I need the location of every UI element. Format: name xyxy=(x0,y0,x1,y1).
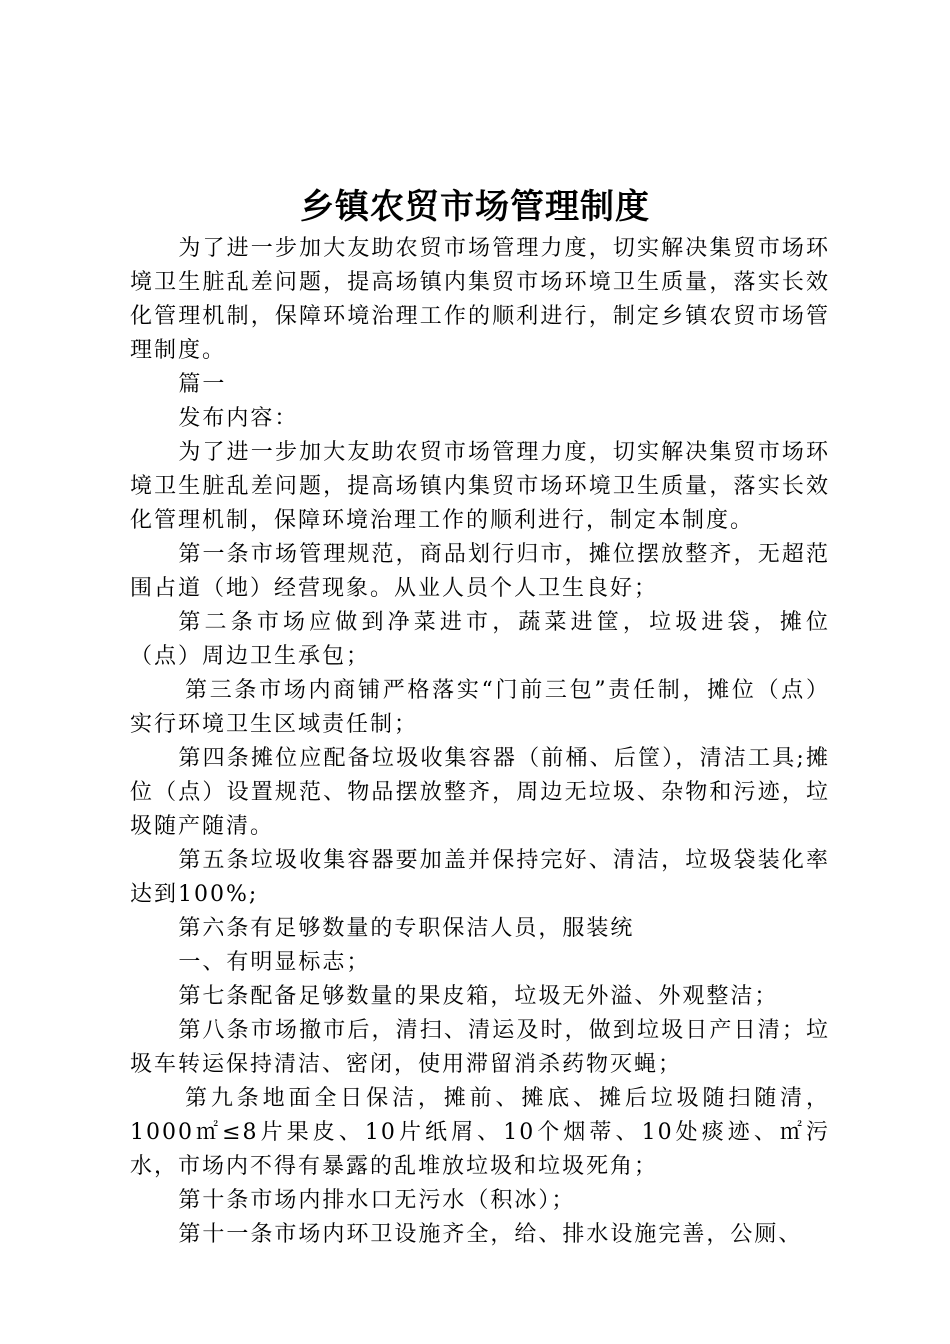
article-4: 第四条摊位应配备垃圾收集容器（前桶、后筐），清洁工具;摊位（点）设置规范、物品摆放整齐，周边无垃圾、杂物和污迹，垃圾随产随清。 xyxy=(130,746,830,839)
article-1: 第一条市场管理规范，商品划行归市，摊位摆放整齐，无超范围占道（地）经营现象。从业人员个人卫生良好； xyxy=(130,542,830,601)
section-label: 篇一 xyxy=(178,372,227,397)
preamble-paragraph: 为了进一步加大友助农贸市场管理力度，切实解决集贸市场环境卫生脏乱差问题，提高场镇内集贸市场环境卫生质量，落实长效化管理机制，保障环境治理工作的顺利进行，制定本制度。 xyxy=(130,440,830,533)
article-8: 第八条市场撤市后，清扫、清运及时，做到垃圾日产日清；垃圾车转运保持清洁、密闭，使用滞留消杀药物灭蝇； xyxy=(130,1018,830,1077)
article-11: 第十一条市场内环卫设施齐全，给、排水设施完善，公厕、 xyxy=(178,1222,803,1247)
article-9: 第九条地面全日保洁，摊前、摊底、摊后垃圾随扫随清，1000㎡≤8片果皮、10片纸屑、10个烟蒂、10处痰迹、㎡污水，市场内不得有暴露的乱堆放垃圾和垃圾死角； xyxy=(130,1086,830,1179)
article-6: 第六条有足够数量的专职保洁人员，服装统 xyxy=(178,916,635,941)
publish-label: 发布内容： xyxy=(178,406,299,431)
article-3: 第三条市场内商铺严格落实“门前三包”责任制，摊位（点）实行环境卫生区域责任制； xyxy=(130,678,830,737)
document-title: 乡镇农贸市场管理制度 xyxy=(300,187,650,227)
article-5: 第五条垃圾收集容器要加盖并保持完好、清洁，垃圾袋装化率达到100%; xyxy=(130,848,830,907)
article-10: 第十条市场内排水口无污水（积冰）； xyxy=(178,1188,576,1213)
intro-paragraph: 为了进一步加大友助农贸市场管理力度，切实解决集贸市场环境卫生脏乱差问题，提高场镇内集贸市场环境卫生质量，落实长效化管理机制，保障环境治理工作的顺利进行，制定乡镇农贸市场管理制度。 xyxy=(130,236,830,363)
article-2: 第二条市场应做到净菜进市，蔬菜进筐，垃圾进袋，摊位（点）周边卫生承包； xyxy=(130,610,830,669)
document-body xyxy=(130,232,830,1252)
article-6-continued: 一、有明显标志； xyxy=(178,950,371,975)
article-7: 第七条配备足够数量的果皮箱，垃圾无外溢、外观整洁； xyxy=(178,984,779,1009)
